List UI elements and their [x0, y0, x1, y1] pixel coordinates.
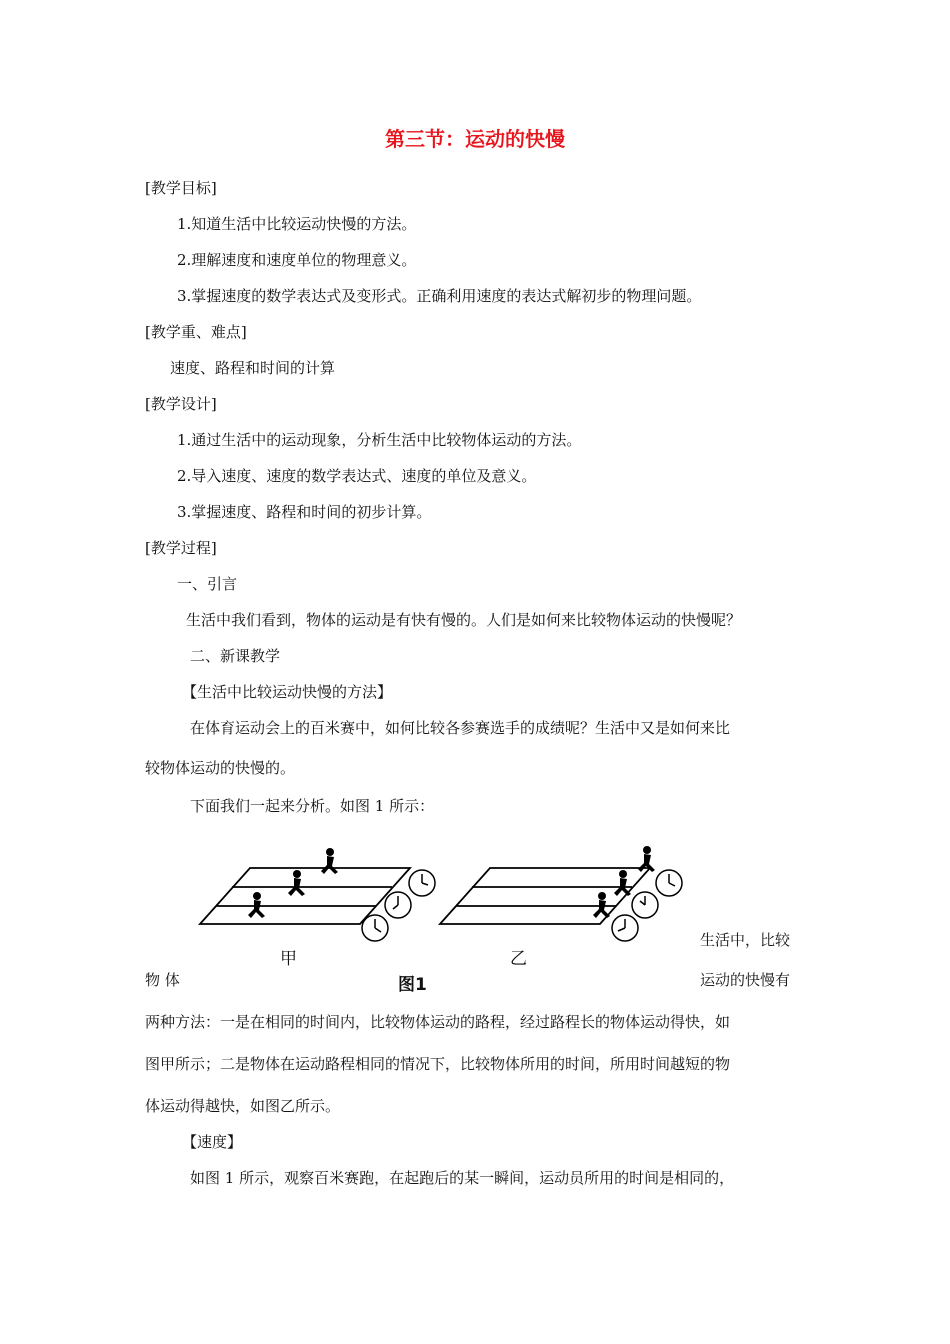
runners-left [248, 848, 338, 918]
design-1: 1.通过生活中的运动现象，分析生活中比较物体运动的方法。 [177, 431, 582, 449]
intro-text: 生活中我们看到，物体的运动是有快有慢的。人们是如何来比较物体运动的快慢呢？ [186, 611, 742, 629]
speed-heading: 【速度】 [182, 1133, 243, 1151]
figure-label-jia: 甲 [280, 949, 297, 969]
key-heading: [教学重、难点] [145, 323, 247, 341]
new-lesson-heading: 二、新课教学 [190, 647, 281, 665]
goal-2: 2.理解速度和速度单位的物理意义。 [177, 251, 417, 269]
side-text-left: 物 体 [145, 971, 180, 989]
goal-3: 3.掌握速度的数学表达式及变形式。正确利用速度的表达式解初步的物理问题。 [177, 287, 702, 305]
paragraph-3-line-2: 图甲所示；二是物体在运动路程相同的情况下，比较物体所用的时间，所用时间越短的物 [145, 1055, 731, 1073]
intro-heading: 一、引言 [177, 575, 238, 593]
design-3: 3.掌握速度、路程和时间的初步计算。 [177, 503, 432, 521]
paragraph-3-line-3: 体运动得越快，如图乙所示。 [145, 1097, 341, 1115]
paragraph-2: 下面我们一起来分析。如图 1 所示： [190, 797, 435, 815]
figure-label-yi: 乙 [510, 949, 527, 969]
side-text-1: 生活中，比较 [700, 931, 791, 949]
paragraph-1-line-1: 在体育运动会上的百米赛中，如何比较各参赛选手的成绩呢？生活中又是如何来比 [190, 719, 731, 737]
page-title: 第三节：运动的快慢 [385, 127, 565, 151]
process-heading: [教学过程] [145, 539, 217, 557]
figure-race-illustration [195, 838, 695, 998]
design-heading: [教学设计] [145, 395, 217, 413]
side-text-2: 运动的快慢有 [700, 971, 791, 989]
key-point: 速度、路程和时间的计算 [170, 359, 336, 377]
goals-heading: [教学目标] [145, 179, 217, 197]
paragraph-4: 如图 1 所示，观察百米赛跑，在起跑后的某一瞬间，运动员所用的时间是相同的， [190, 1169, 735, 1187]
figure-caption: 图1 [398, 975, 427, 995]
paragraph-3-line-1: 两种方法：一是在相同的时间内，比较物体运动的路程，经过路程长的物体运动得快，如 [145, 1013, 731, 1031]
goal-1: 1.知道生活中比较运动快慢的方法。 [177, 215, 417, 233]
paragraph-1-line-2: 较物体运动的快慢的。 [145, 759, 296, 777]
design-2: 2.导入速度、速度的数学表达式、速度的单位及意义。 [177, 467, 537, 485]
track-right-outline [440, 868, 650, 924]
method-heading: 【生活中比较运动快慢的方法】 [182, 683, 393, 701]
